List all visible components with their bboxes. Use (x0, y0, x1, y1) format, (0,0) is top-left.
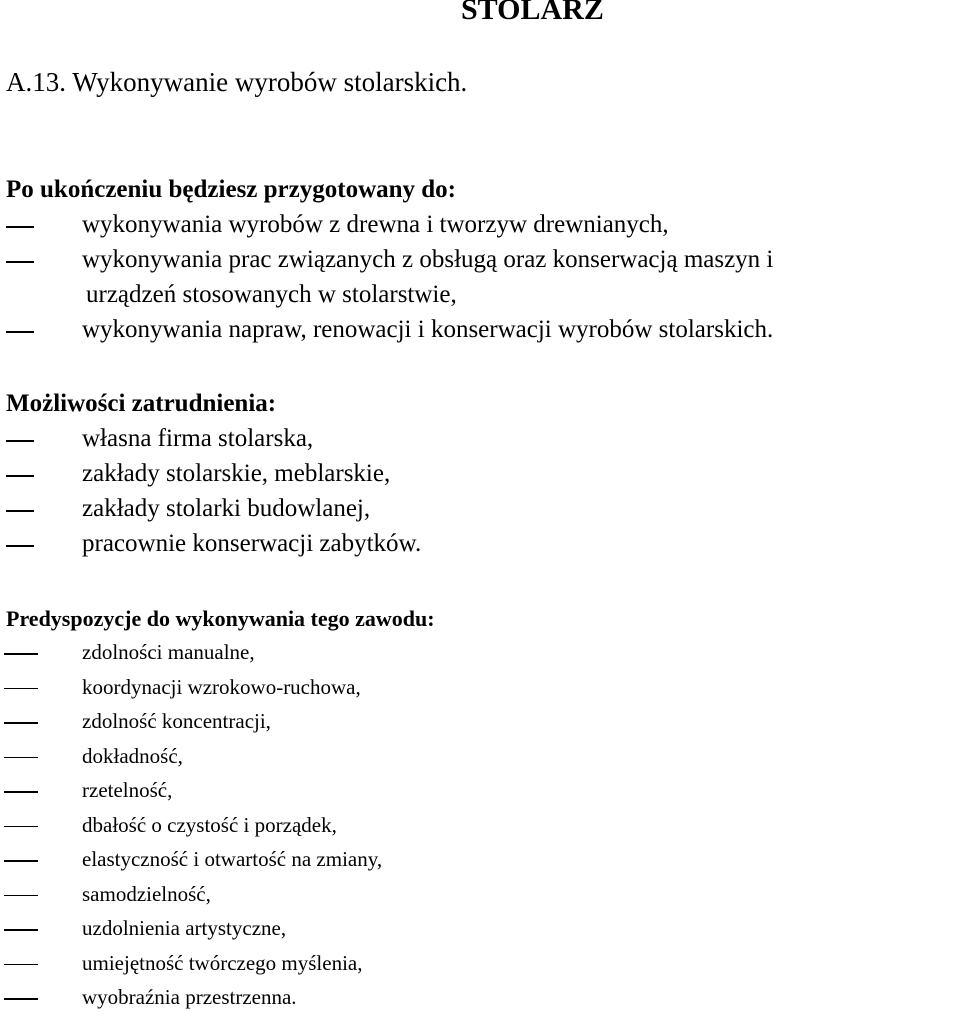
list-item (6, 312, 774, 347)
list-item-text: pracownie konserwacji zabytków. (82, 530, 422, 557)
document-title: STOLARZ (461, 0, 604, 26)
list-item (6, 421, 314, 456)
list-item (6, 491, 371, 526)
dash-bullet-icon (4, 895, 38, 897)
dash-bullet-icon (4, 688, 38, 690)
list-item-text: koordynacji wzrokowo-ruchowa, (82, 674, 361, 699)
dash-bullet-icon (6, 545, 34, 547)
list-item-text: zakłady stolarskie, meblarskie, (82, 460, 391, 487)
list-item (6, 877, 435, 912)
list-item-text: zdolności manualne, (82, 640, 255, 664)
list-item-text: wykonywania napraw, renowacji i konserwacji wyrobów stolarskich. (82, 316, 774, 343)
list-item (6, 456, 391, 491)
list-item-text: dokładność, (82, 743, 183, 768)
dash-bullet-icon (4, 929, 38, 931)
list-item (6, 911, 435, 946)
list-item (6, 808, 435, 843)
list-item-text: dbałość o czystość i porządek, (82, 812, 337, 837)
dash-bullet-icon (6, 331, 34, 333)
list-item (6, 842, 435, 877)
qualification-name: A.13. Wykonywanie wyrobów stolarskich. (6, 67, 468, 97)
dash-bullet-icon (4, 998, 38, 1000)
dash-bullet-icon (4, 860, 38, 862)
list-item-continuation (6, 277, 457, 312)
list-item (6, 207, 669, 242)
section-heading: Predyspozycje do wykonywania tego zawodu: (6, 606, 435, 631)
list-item-text: umiejętność twórczego myślenia, (82, 950, 363, 975)
list-item-text: zdolność koncentracji, (82, 709, 271, 733)
list-item (6, 635, 435, 670)
dash-bullet-icon (4, 757, 38, 759)
dash-bullet-icon (6, 226, 34, 228)
list-item-text: samodzielność, (82, 881, 211, 906)
dash-bullet-icon (6, 261, 34, 263)
list-item (6, 704, 435, 739)
section-after-graduation (6, 172, 774, 347)
list-item-text: elastyczność i otwartość na zmiany, (82, 847, 383, 871)
dash-bullet-icon (4, 826, 38, 828)
dash-bullet-icon (4, 722, 38, 724)
list-item (6, 980, 435, 1015)
section-employment (6, 386, 422, 561)
list-item-text: uzdolnienia artystyczne, (82, 916, 287, 940)
dash-bullet-icon (6, 510, 34, 512)
list-item (6, 526, 422, 561)
list-item-text: rzetelność, (82, 778, 173, 802)
dash-bullet-icon (6, 440, 34, 442)
dash-bullet-icon (4, 964, 38, 966)
dash-bullet-icon (4, 791, 38, 793)
list-item-text: urządzeń stosowanych w stolarstwie, (86, 281, 457, 308)
list-item (6, 242, 774, 277)
list-item-text: wyobraźnia przestrzenna. (82, 985, 297, 1009)
list-item-text: wykonywania prac związanych z obsługą oraz konserwacją maszyn i (82, 246, 774, 273)
list-item-text: zakłady stolarki budowlanej, (82, 495, 371, 522)
section-heading: Możliwości zatrudnienia: (6, 390, 277, 417)
dash-bullet-icon (4, 653, 38, 655)
list-item (6, 946, 435, 981)
list-item-text: własna firma stolarska, (82, 425, 314, 452)
list-item (6, 739, 435, 774)
list-item (6, 670, 435, 705)
list-item (6, 773, 435, 808)
dash-bullet-icon (6, 475, 34, 477)
section-predispositions (6, 603, 435, 1015)
list-item-text: wykonywania wyrobów z drewna i tworzyw drewnianych, (82, 211, 669, 238)
section-heading: Po ukończeniu będziesz przygotowany do: (6, 176, 456, 203)
